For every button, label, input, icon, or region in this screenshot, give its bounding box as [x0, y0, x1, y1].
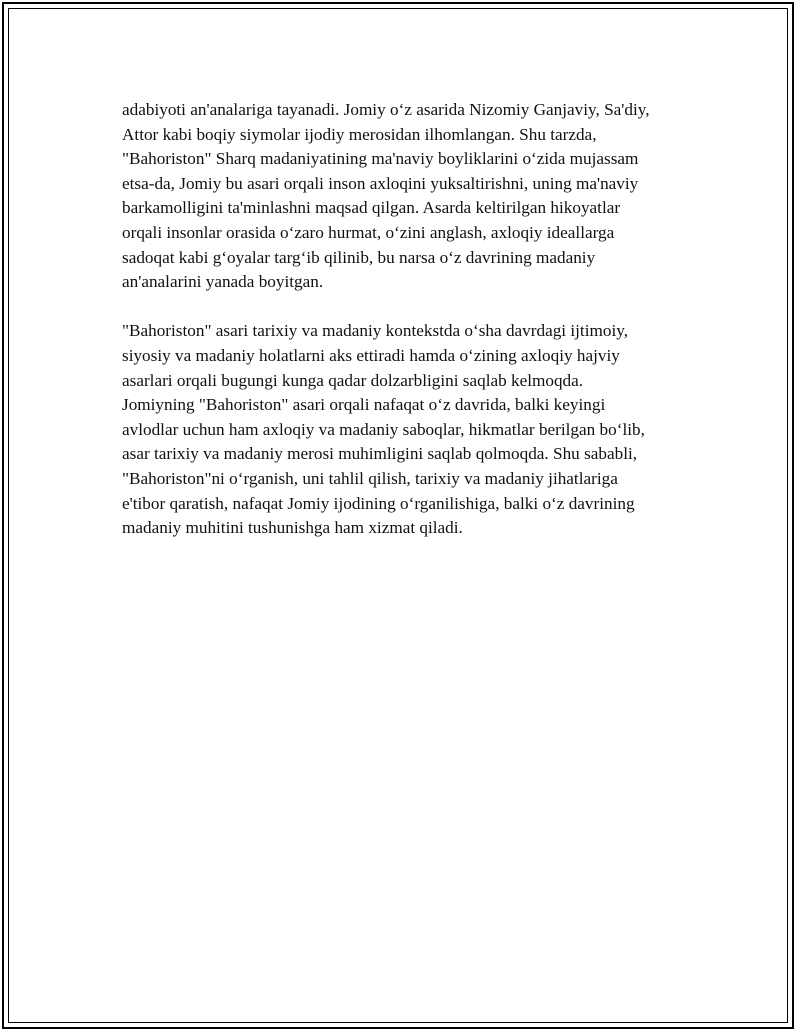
paragraph-2: "Bahoriston" asari tarixiy va madaniy kontekstda o‘sha davrdagi ijtimoiy, siyosiy va madaniy holatlarni aks ettiradi hamda o‘zining axloqiy hajviy asarlari orqali bugungi kunga qadar dolzarbligini saqlab kelmoqda. Jomiyning "Bahoriston" asari orqali nafaqat o‘z davrida, balki keyingi avlodlar uchun ham axloqiy va madaniy saboqlar, hikmatlar berilgan bo‘lib, asar tarixiy va madaniy merosi muhimligini saqlab qolmoqda. Shu sababli, "Bahoriston"ni o‘rganish, uni tahlil qilish, tarixiy va madaniy jihatlariga e'tibor qaratish, nafaqat Jomiy ijodining o‘rganilishiga, balki o‘z davrining madaniy muhitini tushunishga ham xizmat qiladi. [122, 321, 645, 538]
paragraph-1: adabiyoti an'analariga tayanadi. Jomiy o‘z asarida Nizomiy Ganjaviy, Sa'diy, Attor kabi boqiy siymolar ijodiy merosidan ilhomlangan. Shu tarzda, "Bahoriston" Sharq madaniyatining ma'naviy boyliklarini o‘zida mujassam etsa-da, Jomiy bu asari orqali inson axloqini yuksaltirishni, uning ma'naviy barkamolligini ta'minlashni maqsad qilgan. Asarda keltirilgan hikoyatlar orqali insonlar orasida o‘zaro hurmat, o‘zini anglash, axloqiy ideallarga sadoqat kabi g‘oyalar targ‘ib qilinib, bu narsa o‘z davrining madaniy an'analarini yanada boyitgan. [122, 100, 650, 292]
document-body [122, 98, 702, 565]
document-page [2, 2, 794, 1029]
